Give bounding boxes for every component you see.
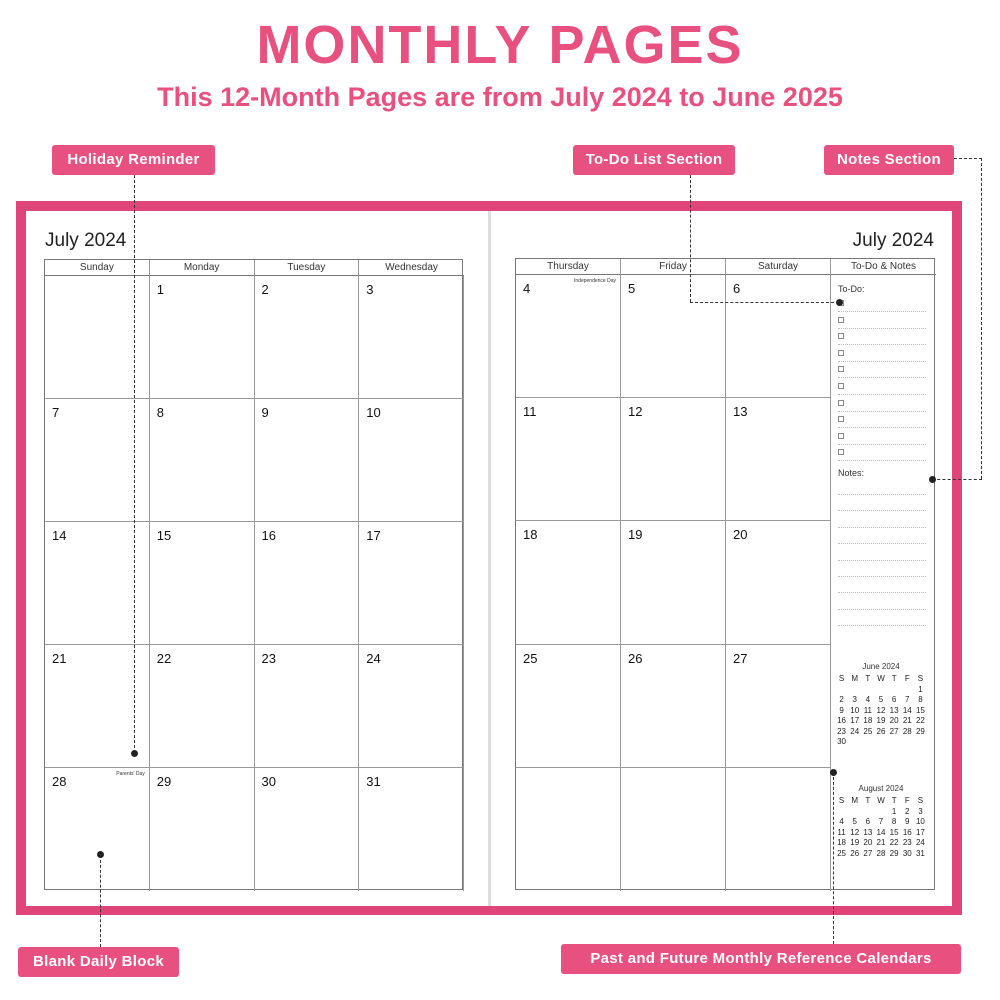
mini-weekday-row [835, 796, 927, 807]
mini-weekday: M [851, 796, 859, 805]
todo-row [838, 412, 926, 428]
day-number: 21 [52, 651, 67, 666]
day-number: 6 [733, 281, 741, 296]
day-number: 22 [156, 651, 172, 666]
note-line [838, 576, 926, 577]
todo-checkbox [838, 449, 844, 455]
mini-week-row [835, 737, 927, 748]
left-month-label: July 2024 [45, 230, 127, 251]
day-number: 30 [261, 774, 276, 789]
mini-day: 3 [852, 695, 857, 704]
mini-week-row [835, 706, 927, 717]
mini-day: 23 [837, 726, 847, 736]
mini-day: 15 [915, 705, 925, 715]
mini-day [848, 737, 861, 748]
mini-day: 11 [863, 705, 872, 715]
day-cell [255, 768, 360, 891]
todo-row [838, 313, 926, 329]
note-line [838, 592, 926, 593]
day-number: 17 [366, 528, 381, 543]
day-cell [255, 399, 360, 522]
notes-section-callout: Notes Section [824, 145, 954, 175]
day-cell [359, 768, 464, 891]
mini-day: 24 [915, 838, 925, 847]
mini-day: 10 [915, 817, 925, 826]
mini-day: 5 [878, 695, 884, 704]
page-title: MONTHLY PAGES [256, 15, 744, 75]
day-number: 23 [261, 651, 276, 666]
day-number: 14 [52, 528, 67, 543]
blank-leader-line [100, 855, 101, 947]
mini-day [874, 685, 887, 696]
mini-day [848, 807, 861, 818]
mini-day [914, 737, 927, 748]
weekday-header: Tuesday [255, 260, 360, 276]
mini-calendar-august [835, 784, 927, 859]
mini-day: 26 [850, 848, 860, 858]
day-number: 18 [523, 527, 538, 543]
day-cell [359, 522, 464, 645]
mini-day: 26 [876, 726, 886, 736]
mini-day: 19 [850, 838, 860, 847]
mini-day [861, 807, 874, 818]
mini-day [888, 685, 901, 696]
mini-weekday: F [904, 796, 910, 805]
mini-weekday: M [851, 674, 859, 683]
mini-week-row [835, 685, 927, 696]
day-number: 26 [628, 650, 643, 666]
mini-day: 21 [902, 716, 912, 725]
reference-leader-line [833, 772, 834, 944]
day-cell [516, 275, 621, 398]
mini-day: 7 [905, 695, 910, 704]
mini-day: 27 [863, 848, 873, 858]
day-number: 29 [156, 774, 172, 789]
day-number: 28 [52, 774, 67, 789]
mini-day: 27 [889, 726, 899, 736]
mini-day: 14 [902, 705, 912, 715]
mini-day: 5 [852, 817, 857, 826]
mini-day [835, 685, 848, 696]
day-number: 3 [366, 282, 374, 297]
todo-checkbox [838, 317, 844, 323]
day-cell [726, 645, 831, 768]
mini-week-row [835, 849, 927, 860]
day-cell [150, 522, 255, 645]
page-subtitle: This 12-Month Pages are from July 2024 to June 2025 [157, 82, 843, 112]
mini-day: 4 [865, 695, 871, 704]
day-cell [359, 645, 464, 768]
mini-day: 16 [902, 827, 912, 837]
todo-checkbox [838, 366, 844, 372]
mini-day [861, 685, 874, 696]
day-cell [621, 645, 726, 768]
todo-checkbox [838, 433, 844, 439]
mini-day: 22 [915, 716, 925, 725]
mini-day: 29 [889, 848, 899, 858]
day-number: 1 [156, 282, 164, 297]
mini-day: 31 [915, 848, 925, 858]
mini-weekday: T [865, 674, 871, 683]
mini-calendar-title: August 2024 [858, 784, 904, 793]
mini-day: 28 [902, 726, 912, 736]
day-cell [150, 399, 255, 522]
mini-day: 3 [918, 806, 923, 816]
day-cell [516, 645, 621, 768]
mini-day: 20 [889, 716, 899, 725]
mini-day: 13 [863, 827, 873, 837]
mini-day [861, 737, 874, 748]
mini-day [848, 685, 861, 696]
todo-row [838, 346, 926, 362]
mini-day: 8 [891, 817, 897, 826]
day-cell [255, 276, 360, 399]
notes-leader-line-top [954, 158, 982, 159]
mini-day: 21 [876, 838, 886, 847]
mini-day: 9 [905, 817, 910, 826]
mini-calendar-title: June 2024 [862, 662, 900, 671]
todo-leader-dot [836, 299, 843, 306]
day-number: 2 [261, 282, 269, 297]
mini-day: 20 [863, 838, 873, 847]
mini-day: 30 [837, 737, 847, 746]
reference-calendars-callout: Past and Future Monthly Reference Calendars [561, 944, 961, 974]
mini-day [874, 737, 887, 748]
mini-day: 30 [902, 848, 912, 858]
day-cell [621, 398, 726, 521]
day-number: 8 [156, 405, 164, 420]
mini-day: 16 [837, 716, 847, 725]
mini-day: 4 [839, 817, 844, 826]
day-cell [726, 768, 831, 891]
holiday-leader-line [134, 175, 135, 753]
mini-day: 6 [865, 817, 871, 826]
todo-leader-line-v [690, 175, 691, 302]
day-cell [621, 275, 726, 398]
mini-day [835, 807, 848, 818]
day-number: 25 [523, 650, 538, 666]
todo-row [838, 329, 926, 345]
mini-day [888, 737, 901, 748]
mini-week-row [835, 817, 927, 828]
mini-day: 25 [837, 848, 847, 858]
note-line [838, 560, 926, 561]
day-cell [359, 399, 464, 522]
holiday-label: Independence Day [574, 278, 616, 284]
mini-week-row [835, 727, 927, 738]
holiday-label: Parents' Day [116, 771, 145, 777]
mini-day: 28 [876, 848, 886, 858]
mini-day: 15 [889, 827, 899, 837]
todo-checkbox [838, 333, 844, 339]
mini-week-row [835, 838, 927, 849]
todo-row [838, 362, 926, 378]
todo-checkbox [838, 383, 844, 389]
mini-day: 22 [889, 838, 899, 847]
day-cell [45, 768, 150, 891]
notes-leader-dot [929, 476, 936, 483]
mini-day: 11 [837, 827, 846, 837]
day-cell [150, 276, 255, 399]
weekday-header: Monday [150, 260, 255, 276]
holiday-leader-dot [131, 750, 138, 757]
day-number: 27 [733, 650, 748, 666]
day-number: 15 [156, 528, 172, 543]
reference-leader-dot [830, 769, 837, 776]
day-cell [726, 521, 831, 644]
mini-weekday: W [877, 796, 885, 805]
todo-row [838, 379, 926, 395]
day-number: 10 [366, 405, 381, 420]
todo-checkbox [838, 400, 844, 406]
mini-day: 14 [876, 827, 886, 837]
day-cell [516, 521, 621, 644]
day-number: 9 [261, 405, 269, 420]
day-number: 24 [366, 651, 381, 666]
planner-spine [488, 211, 491, 906]
mini-day: 17 [850, 716, 860, 725]
mini-day: 7 [878, 817, 884, 826]
mini-day: 10 [850, 705, 860, 715]
notes-leader-line-h [932, 479, 982, 480]
mini-day: 17 [915, 827, 925, 837]
day-cell [621, 768, 726, 891]
mini-weekday: S [917, 674, 924, 683]
todo-row [838, 396, 926, 412]
todo-row [838, 296, 926, 312]
mini-day: 1 [918, 684, 923, 694]
weekday-header: Wednesday [359, 260, 464, 276]
day-cell [150, 768, 255, 891]
notes-leader-line-v [981, 158, 982, 479]
mini-weekday: S [838, 674, 845, 683]
mini-week-row [835, 828, 927, 839]
day-cell [621, 521, 726, 644]
day-cell [516, 398, 621, 521]
mini-day: 25 [863, 726, 873, 736]
right-month-label: July 2024 [852, 230, 934, 251]
mini-day: 18 [837, 838, 847, 847]
mini-day: 13 [889, 705, 899, 715]
todo-row [838, 429, 926, 445]
mini-day: 18 [863, 716, 873, 725]
mini-day [901, 685, 914, 696]
mini-weekday: T [891, 796, 897, 805]
todo-section-callout: To-Do List Section [573, 145, 735, 175]
todo-label: To-Do: [838, 284, 865, 294]
mini-week-row [835, 807, 927, 818]
weekday-header: To-Do & Notes [831, 259, 936, 275]
mini-day [874, 807, 887, 818]
mini-day: 1 [891, 806, 897, 816]
mini-day: 9 [839, 705, 844, 715]
day-number: 11 [523, 404, 537, 420]
note-line [838, 543, 926, 544]
day-number: 31 [366, 774, 381, 789]
note-line [838, 494, 926, 495]
day-cell [255, 522, 360, 645]
todo-row [838, 445, 926, 461]
holiday-reminder-callout: Holiday Reminder [52, 145, 215, 175]
mini-day: 12 [876, 705, 886, 715]
day-number: 5 [628, 281, 636, 296]
todo-checkbox [838, 416, 844, 422]
note-line [838, 510, 926, 511]
mini-day: 12 [850, 827, 860, 837]
mini-day: 2 [905, 806, 910, 816]
mini-day: 8 [918, 695, 923, 704]
day-number: 20 [733, 527, 748, 543]
day-cell [150, 645, 255, 768]
day-number: 7 [52, 405, 60, 420]
blank-daily-block-callout: Blank Daily Block [18, 947, 179, 977]
day-number: 12 [628, 404, 643, 420]
day-cell [726, 398, 831, 521]
weekday-header: Sunday [45, 260, 150, 276]
todo-leader-line-h [690, 302, 839, 303]
mini-day: 24 [850, 726, 860, 736]
notes-label: Notes: [838, 468, 865, 478]
mini-calendar-june [835, 662, 927, 748]
note-line [838, 625, 926, 626]
day-cell [726, 275, 831, 398]
mini-day: 29 [915, 726, 925, 736]
mini-weekday: F [904, 674, 910, 683]
weekday-header: Saturday [726, 259, 831, 275]
mini-weekday: S [917, 796, 924, 805]
mini-weekday: T [865, 796, 871, 805]
note-line [838, 527, 926, 528]
mini-week-row [835, 716, 927, 727]
left-month-grid [44, 259, 463, 890]
mini-weekday: S [838, 796, 845, 805]
todo-checkbox [838, 350, 844, 356]
mini-weekday-row [835, 674, 927, 685]
mini-weekday: T [891, 674, 897, 683]
day-number: 13 [733, 404, 748, 420]
day-cell [516, 768, 621, 891]
day-cell [255, 645, 360, 768]
day-number: 4 [523, 281, 531, 296]
blank-leader-dot [97, 851, 104, 858]
mini-day: 6 [891, 695, 897, 704]
mini-day: 2 [839, 695, 844, 704]
mini-day: 23 [902, 838, 912, 847]
mini-week-row [835, 695, 927, 706]
day-cell [359, 276, 464, 399]
day-number: 19 [628, 527, 643, 543]
weekday-header: Friday [621, 259, 726, 275]
mini-day: 19 [876, 716, 886, 725]
day-number: 16 [261, 528, 276, 543]
mini-weekday: W [877, 674, 885, 683]
mini-day [901, 737, 914, 748]
weekday-header: Thursday [516, 259, 621, 275]
note-line [838, 609, 926, 610]
